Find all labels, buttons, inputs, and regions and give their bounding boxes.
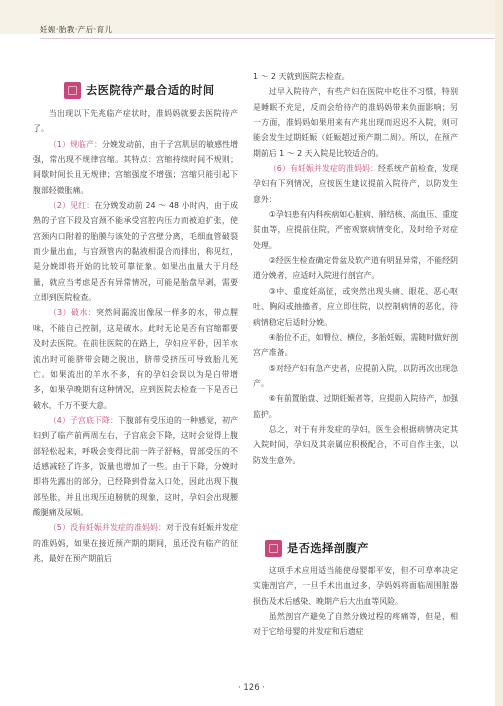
paragraph: 1 ～ 2 天就到医院去检查。 xyxy=(253,72,350,81)
item-label: （3）破水： xyxy=(48,308,97,318)
right-column xyxy=(253,69,458,468)
left-column xyxy=(33,106,238,566)
header-divider xyxy=(40,38,495,39)
paragraph xyxy=(33,198,238,305)
paragraph xyxy=(33,413,238,520)
page-number: · 126 · xyxy=(237,683,266,693)
list-item: ①孕妇患有内科疾病如心脏病、肺结核、高血压、重度贫血等，应提前住院，严密观察病情变化，及时给予对症处理。 xyxy=(253,210,458,250)
item-text: 下腹部有受压迫的一种感觉，初产妇到了临产前两周左右，子宫底会下降，这时会觉得上腹部轻松起来，呼吸会变得比前一阵子舒畅，胃部受压的不适感减轻了许多，饭量也增加了一些。由于下降，分娩时即将先露出的部分，已经降到骨盆入口处，因此出现下腹部坠胀，并且出现压迫膀胱的现象，这时，孕妇会出现腰酸腿痛及尿频。 xyxy=(33,415,238,517)
paragraph: 总之，对于有并发症的孕妇，医生会根据病情决定其入院时间，孕妇及其亲属应积极配合，不可自作主张，以防发生意外。 xyxy=(253,424,458,465)
item-text: 对于没有妊娠并发症的准妈妈，如果在接近预产期的期间，虽还没有临产的征兆，最好在预产期前后 xyxy=(33,523,238,563)
section-heading-cesarean xyxy=(265,537,369,559)
item-label: （2）见红： xyxy=(48,201,95,211)
heading-marker-icon xyxy=(64,82,81,99)
item-label: （5）没有妊娠并发症的准妈妈： xyxy=(48,523,167,533)
item-text: 突然间漏流出像尿一样多的水，带点腥味，不能自己控制，这是破水。此时无论是否有宫缩都要及时去医院。在前往医院的在路上，孕妇应平卧，因羊水流出时可能脐带会随之脱出，脐带受挤压可导致胎儿死亡。如果流出的羊水不多，有的孕妇会误以为是白带增多，如果孕晚期有这种情况，应到医院去检查一下是否已破水，千万不要大意。 xyxy=(33,308,238,410)
heading-text: 是否选择剖腹产 xyxy=(287,542,369,555)
item-label: （6）有妊娠并发症的准妈妈： xyxy=(268,164,379,174)
paragraph xyxy=(33,305,238,412)
paragraph xyxy=(253,161,458,207)
item-label: （4）子宫底下降： xyxy=(48,415,118,425)
paragraph xyxy=(33,520,238,566)
paragraph xyxy=(33,137,238,198)
paragraph: 虽然剖宫产避免了自然分娩过程的疼痛等，但是，相对于它给母婴的并发症和后遗症 xyxy=(253,612,458,637)
list-item: ⑥有前置胎盘、过期妊娠者等，应提前入院待产，加强监护。 xyxy=(253,394,458,419)
list-item: ④胎位不正，如臀位、横位，多胎妊娠，需随时做好剖宫产准备。 xyxy=(253,332,458,358)
heading-text: 去医院待产最合适的时间 xyxy=(86,84,215,97)
page-edge-band xyxy=(495,0,503,706)
heading-marker-icon xyxy=(265,540,282,557)
list-item: ③中、重度妊高征，或突然出现头痛、眼花、恶心呕吐、胸闷或抽搐者，应立即住院，以控制病情的恶化，待病情稳定后适时分娩。 xyxy=(253,286,458,327)
right-column-lower xyxy=(253,563,458,640)
list-item: ⑤对经产妇有急产史者，应提前入院，以防再次出现急产。 xyxy=(253,363,458,388)
list-item: ②经医生检查确定骨盆及软产道有明显异常，不能经阴道分娩者，应适时入院进行剖宫产。 xyxy=(253,256,458,281)
section-heading-best-time xyxy=(64,79,215,101)
paragraph: 这项手术应用适当能使母婴都平安，但不可草率决定实施剖宫产，一旦手术出血过多，孕妈妈将面临周围脏器损伤及术后感染、晚期产后大出血等风险。 xyxy=(253,566,458,606)
item-text: 在分娩发动前 24 ～ 48 小时内，由于成熟的子宫下段及宫颈不能承受宫腔内压力而被迫扩张，使宫颈内口附着的胎膜与该处的子宫壁分离，毛细血管破裂而少量出血，与宫颈管内的黏液相混合而排出，称见红，是分娩即将开始的比较可靠征象。如果出血量大于月经量，就应当考虑是否有异常情况，可能是胎盘早剥，需要立即到医院检查。 xyxy=(33,201,238,303)
item-text: 分娩发动前，由于子宫肌层的敏感性增强，常出现不规律宫缩。其特点：宫缩持续时间不规则；间歇时间长且无规律；宫缩强度不增强；宫缩只能引起下腹部轻微胀痛。 xyxy=(33,139,238,195)
paragraph: 过早入院待产，有些产妇在医院中吃住不习惯，特别是睡眠不充足，反而会给待产的准妈妈带来负面影响；另一方面，准妈妈如果用来有产兆出现而迟迟不入院，则可能会发生过期妊娠（妊娠超过预产期二周）。所以，在预产期前后 1 ～ 2 天入院是比较适合的。 xyxy=(253,87,458,158)
item-label: （1）规临产： xyxy=(48,139,102,149)
running-header: 妊娠·胎教·产后·育儿 xyxy=(40,25,113,34)
item-text: 经系统产前检查，发现孕妇有下列情况，应按医生建议提前入院待产，以防发生意外： xyxy=(253,164,458,204)
paragraph: 当出现以下先兆临产症状时，准妈妈就要去医院待产了。 xyxy=(33,109,238,134)
